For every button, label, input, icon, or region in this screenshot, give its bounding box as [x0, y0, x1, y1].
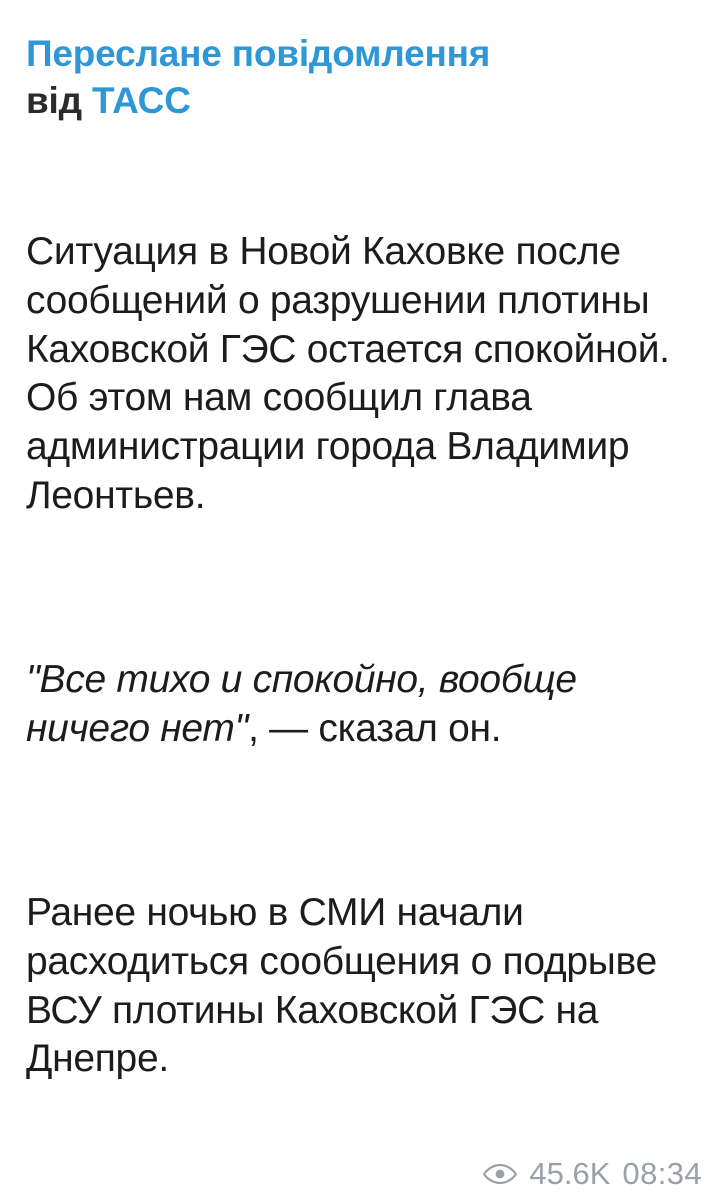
message-meta: [483, 1158, 702, 1189]
message-body: [26, 131, 706, 1182]
forwarded-source-name[interactable]: ТАСС: [92, 80, 191, 122]
message-timestamp: 08:34: [622, 1156, 702, 1191]
forwarded-label: Переслане повідомлення: [26, 33, 491, 74]
eye-icon: [483, 1162, 517, 1186]
message-paragraph-2: [26, 656, 706, 754]
message-paragraph-3: Ранее ночью в СМИ начали расходиться сообщения о подрыве ВСУ плотины Каховской ГЭС на Днепре.: [26, 891, 668, 1081]
forwarded-from-word: від: [26, 80, 82, 122]
message-quote-tail: , — сказал он.: [248, 706, 502, 750]
views-count: 45.6K: [529, 1156, 611, 1191]
forwarded-message-header[interactable]: [26, 30, 706, 125]
message-paragraph-1: Ситуация в Новой Каховке после сообщений о разрушении плотины Каховской ГЭС остается спокойной. Об этом нам сообщил глава администрации города Владимир Леонтьев.: [26, 230, 681, 517]
message-quote: "Все тихо и спокойно, вообще ничего нет": [26, 658, 588, 750]
